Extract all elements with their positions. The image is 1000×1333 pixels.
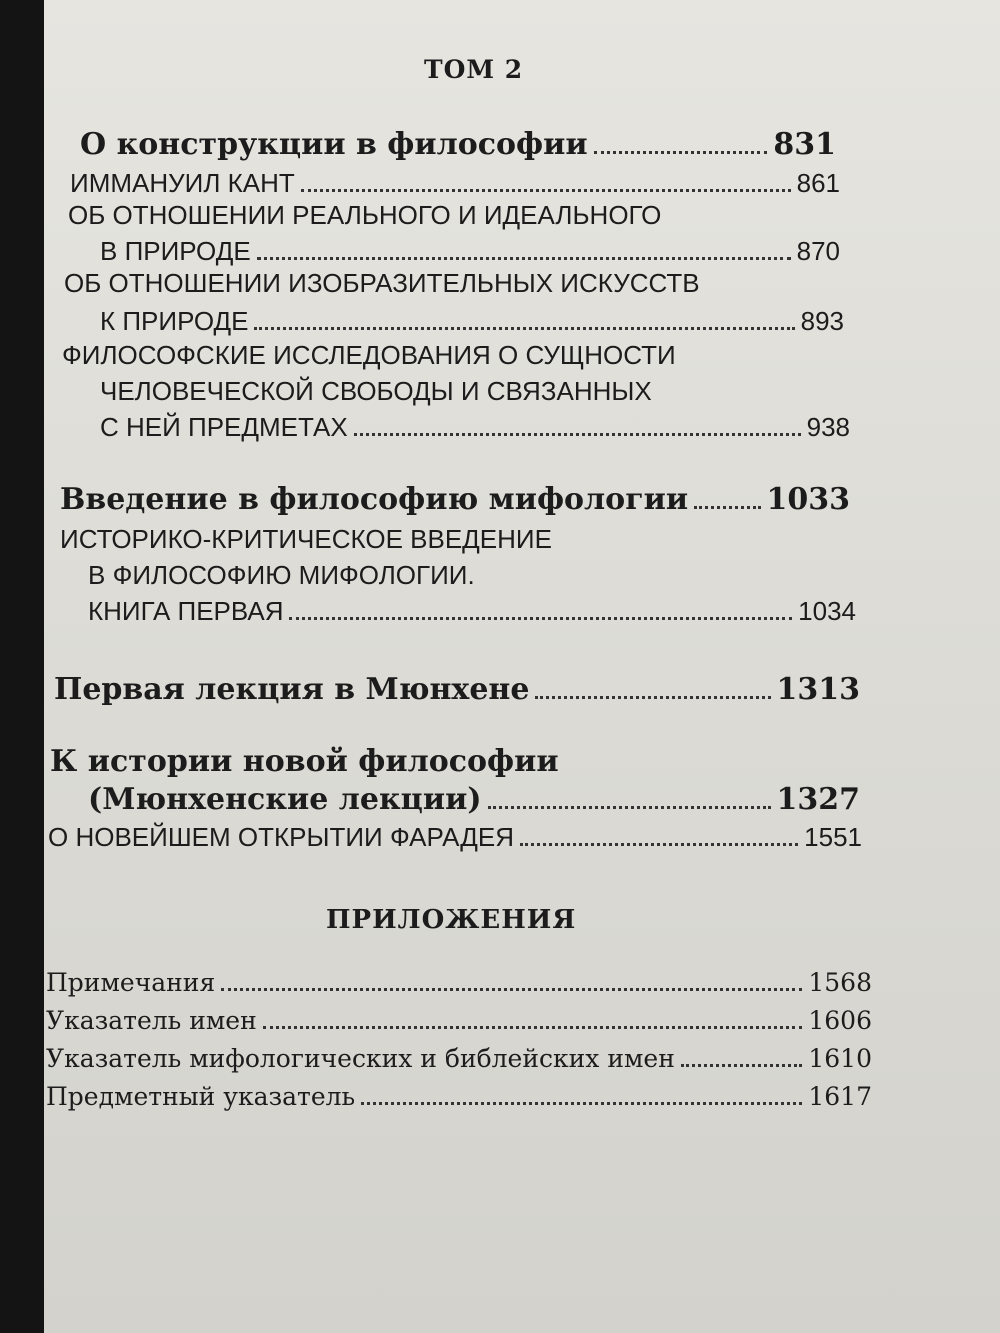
appendix-item: [46, 1082, 872, 1111]
appendix-label: Примечания: [46, 968, 216, 997]
appendix-label: Указатель мифологических и библейских имен: [46, 1044, 675, 1073]
leader-dots: [594, 151, 768, 154]
section-page: 1033: [766, 482, 850, 517]
entry-page: 938: [806, 412, 850, 442]
section-title: Введение в философию мифологии: [60, 482, 689, 517]
leader-dots: [694, 506, 760, 509]
section-title: Первая лекция в Мюнхене: [54, 672, 530, 707]
section-title: (Мюнхенские лекции): [88, 782, 482, 817]
toc-entry: [70, 168, 840, 199]
entry-title-line: ИСТОРИКО-КРИТИЧЕСКОЕ ВВЕДЕНИЕ: [60, 524, 552, 554]
toc-section: [88, 782, 860, 817]
section-page: 1327: [776, 782, 860, 817]
appendix-page: 1606: [808, 1006, 872, 1035]
entry-title: К ПРИРОДЕ: [100, 306, 249, 336]
leader-dots: [221, 988, 802, 991]
entry-title-line: ФИЛОСОФСКИЕ ИССЛЕДОВАНИЯ О СУЩНОСТИ: [62, 340, 676, 370]
section-title-line: К истории новой философии: [50, 744, 559, 779]
entry-title: КНИГА ПЕРВАЯ: [88, 596, 284, 626]
toc-entry: [48, 822, 862, 853]
appendix-page: 1610: [808, 1044, 872, 1073]
appendix-item: [46, 968, 872, 997]
entry-title-line: ЧЕЛОВЕЧЕСКОЙ СВОБОДЫ И СВЯЗАННЫХ: [100, 376, 652, 406]
entry-title: С НЕЙ ПРЕДМЕТАХ: [100, 412, 348, 442]
appendix-page: 1617: [808, 1082, 872, 1111]
volume-title: ТОМ 2: [424, 55, 524, 84]
appendix-item: [46, 1044, 872, 1073]
entry-title-line: ОБ ОТНОШЕНИИ РЕАЛЬНОГО И ИДЕАЛЬНОГО: [68, 200, 662, 230]
leader-dots: [263, 1026, 803, 1029]
section-page: 1313: [776, 672, 860, 707]
entry-title: ИММАНУИЛ КАНТ: [70, 168, 295, 198]
book-page: [44, 0, 1000, 1333]
entry-page: 870: [796, 236, 840, 266]
leader-dots: [488, 806, 771, 809]
entry-title-line: ОБ ОТНОШЕНИИ ИЗОБРАЗИТЕЛЬНЫХ ИСКУССТВ: [64, 268, 700, 298]
toc-section: [60, 482, 850, 517]
appendix-label: Предметный указатель: [46, 1082, 356, 1111]
appendix-label: Указатель имен: [46, 1006, 257, 1035]
leader-dots: [361, 1102, 802, 1105]
leader-dots: [354, 433, 801, 436]
toc-section: [80, 127, 836, 162]
leader-dots: [254, 327, 794, 330]
toc-entry: [100, 236, 840, 267]
entry-page: 1034: [798, 596, 856, 626]
entry-title-line: В ФИЛОСОФИЮ МИФОЛОГИИ.: [88, 560, 475, 590]
appendix-title: ПРИЛОЖЕНИЯ: [326, 905, 577, 935]
toc-entry: [88, 596, 856, 627]
leader-dots: [257, 257, 791, 260]
appendix-page: 1568: [808, 968, 872, 997]
toc-section: [54, 672, 860, 707]
leader-dots: [289, 617, 792, 620]
appendix-item: [46, 1006, 872, 1035]
entry-title: О НОВЕЙШЕМ ОТКРЫТИИ ФАРАДЕЯ: [48, 822, 515, 852]
leader-dots: [301, 189, 791, 192]
leader-dots: [681, 1064, 802, 1067]
leader-dots: [520, 843, 798, 846]
entry-page: 893: [800, 306, 844, 336]
leader-dots: [535, 696, 770, 699]
toc-entry: [100, 306, 844, 337]
entry-page: 1551: [804, 822, 862, 852]
toc-entry: [100, 412, 850, 443]
entry-page: 861: [796, 168, 840, 198]
section-title: О конструкции в философии: [80, 127, 588, 162]
section-page: 831: [773, 127, 836, 162]
entry-title: В ПРИРОДЕ: [100, 236, 251, 266]
